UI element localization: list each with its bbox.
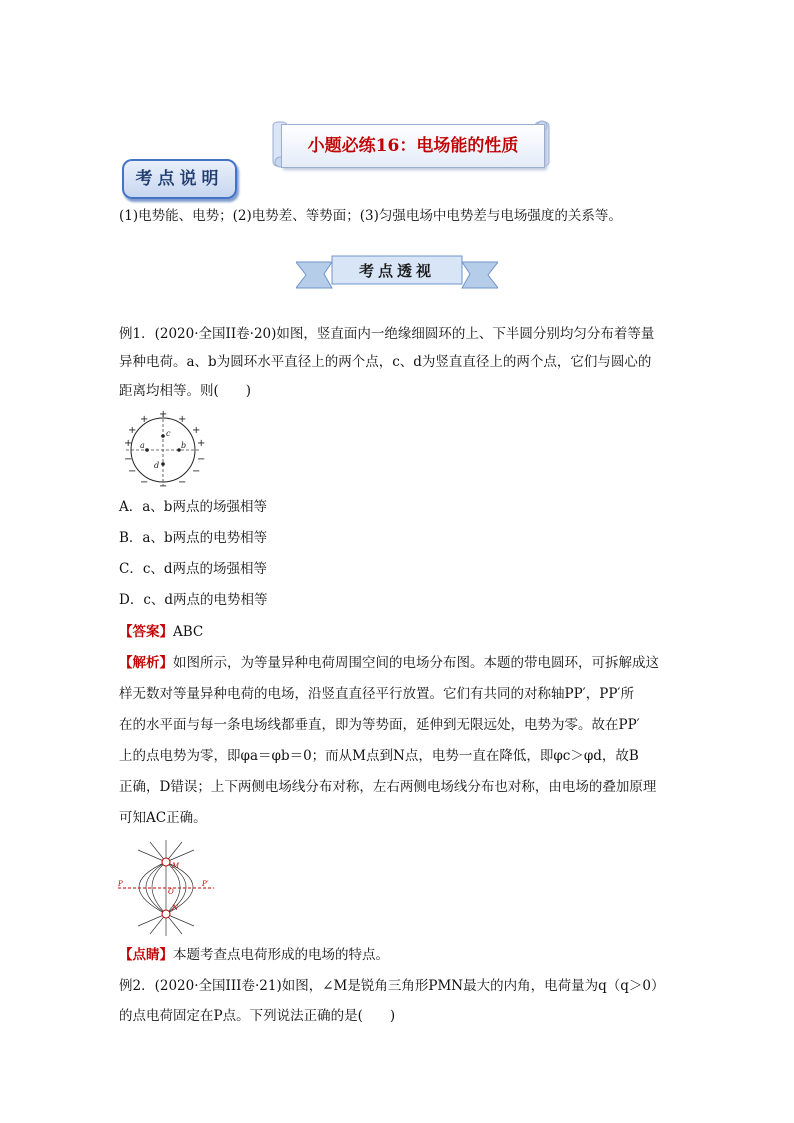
- answer-line: [119, 622, 203, 642]
- svg-text:+: +: [197, 438, 206, 449]
- label-P-prime: P′: [202, 880, 209, 888]
- example2-line-1: 例2．(2020·全国III卷·21)如图，∠M是锐角三角形PMN最大的内角，电荷量为q（q＞0）: [119, 978, 665, 994]
- section-ribbon: [296, 254, 498, 290]
- option-d: D．c、d两点的电势相等: [119, 592, 268, 608]
- analysis-line-2: 样无数对等量异种电荷的电场，沿竖直直径平行放置。它们有共同的对称轴PP′，PP′所: [119, 686, 634, 702]
- label-O: O: [168, 888, 174, 896]
- svg-text:−: −: [128, 466, 137, 477]
- topic-intro: (1)电势能、电势；(2)电势差、等势面；(3)匀强电场中电势差与电场强度的关系等。: [119, 208, 622, 224]
- example2-line-2: 的点电荷固定在P点。下列说法正确的是( ): [119, 1008, 396, 1024]
- label-N: N: [172, 904, 179, 912]
- point-text: 本题考查点电荷形成的电场的特点。: [173, 947, 389, 963]
- scroll-body: [281, 124, 545, 168]
- label-d: d: [154, 461, 160, 470]
- example1-line-3: 距离均相等。则( ): [119, 383, 252, 399]
- title-scroll-banner: [271, 118, 551, 172]
- label-b: b: [181, 441, 187, 450]
- svg-text:−: −: [124, 454, 133, 465]
- svg-text:+: +: [124, 438, 133, 449]
- ribbon-label: 考点透视: [358, 262, 435, 280]
- svg-text:+: +: [128, 425, 137, 436]
- svg-text:+: +: [159, 410, 168, 420]
- svg-text:+: +: [140, 414, 149, 425]
- svg-text:+: +: [178, 414, 187, 425]
- option-a: A．a、b两点的场强相等: [119, 499, 267, 515]
- answer-value: ABC: [173, 624, 204, 640]
- svg-text:−: −: [159, 481, 168, 490]
- svg-text:+: +: [192, 425, 201, 436]
- label-c: c: [166, 429, 171, 438]
- label-a: a: [140, 441, 145, 450]
- point-tag: 【点睛】: [119, 947, 173, 963]
- svg-text:−: −: [140, 477, 149, 488]
- label-P: P: [118, 880, 123, 888]
- example1-line-1: 例1．(2020·全国II卷·20)如图，竖直面内一绝缘细圆环的上、下半圆分别均匀分布着等量: [119, 326, 655, 342]
- page-title: 小题必练16：电场能的性质: [307, 136, 519, 156]
- analysis-line-4: 上的点电势为零，即φa＝φb＝0；而从M点到N点，电势一直在降低，即φc＞φd，故B: [119, 748, 639, 764]
- analysis-line-1: 【解析】如图所示，为等量异种电荷周围空间的电场分布图。本题的带电圆环，可拆解成这: [119, 655, 659, 671]
- option-b: B．a、b两点的电势相等: [119, 530, 268, 546]
- charged-ring-figure: [118, 410, 212, 490]
- svg-text:−: −: [178, 477, 187, 488]
- answer-tag: 【答案】: [119, 624, 173, 640]
- analysis-line-5: 正确，D错误；上下两侧电场线分布对称，左右两侧电场线分布也对称，由电场的叠加原理: [119, 779, 657, 795]
- option-c: C．c、d两点的场强相等: [119, 561, 268, 577]
- svg-text:−: −: [192, 466, 201, 477]
- example1-line-2: 异种电荷。a、b为圆环水平直径上的两个点，c、d为竖直直径上的两个点，它们与圆心的: [119, 354, 652, 370]
- svg-text:−: −: [197, 454, 206, 465]
- label-M: M: [172, 862, 180, 870]
- field-lines-figure: [118, 838, 214, 938]
- analysis-line-6: 可知AC正确。: [119, 810, 207, 826]
- point-line: [119, 945, 389, 965]
- section-badge: 考点说明: [122, 159, 237, 199]
- analysis-tag: 【解析】: [119, 655, 173, 671]
- analysis-line-3: 在的水平面与每一条电场线都垂直，即为等势面，延伸到无限远处，电势为零。故在PP′: [119, 717, 640, 733]
